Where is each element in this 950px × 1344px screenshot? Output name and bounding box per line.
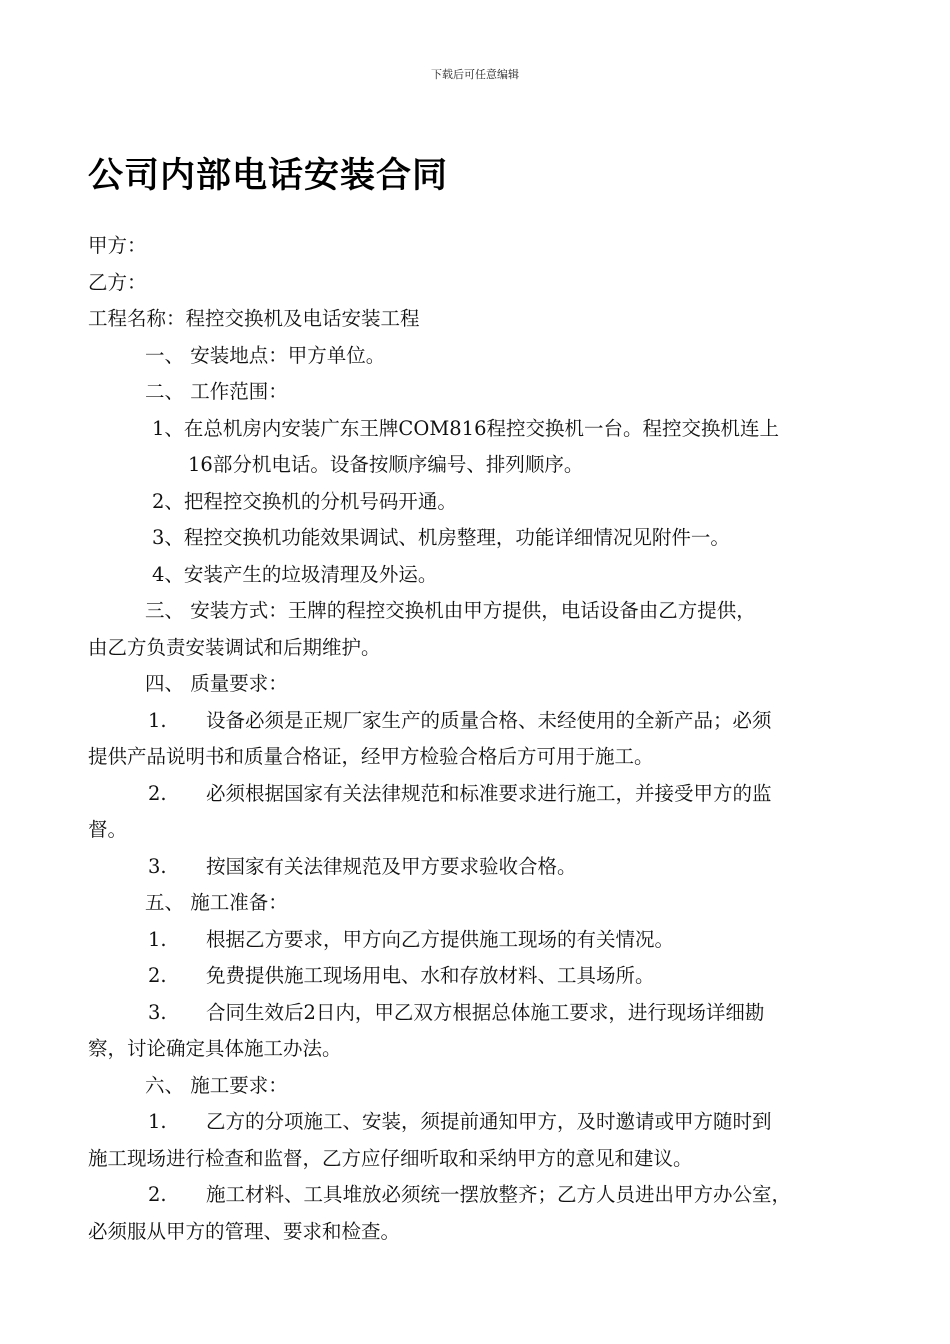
section-3-method: 三、 安装方式：王牌的程控交换机由甲方提供，电话设备由乙方提供，: [145, 599, 756, 622]
prep-item-1: [88, 922, 868, 959]
item-text: 施工材料、工具堆放必须统一摆放整齐；乙方人员进出甲方办公室，: [206, 1183, 792, 1206]
item-number: 1.: [148, 927, 167, 951]
scope-item-3: 3、程控交换机功能效果调试、机房整理，功能详细情况见附件一。: [152, 526, 730, 549]
party-a-line: 甲方：: [88, 234, 147, 257]
item-number: 2.: [148, 781, 167, 805]
quality-item-2: [88, 776, 868, 813]
header-note: 下载后可任意编辑: [431, 68, 519, 81]
scope-item-4: 4、安装产生的垃圾清理及外运。: [152, 562, 438, 586]
item-number: 3.: [148, 854, 167, 878]
section-5-heading: 五、 施工准备：: [145, 891, 288, 914]
section-3-method-cont: 由乙方负责安装调试和后期维护。: [88, 635, 381, 659]
item-number: 2.: [148, 1183, 167, 1206]
item-text: 乙方的分项施工、安装，须提前通知甲方，及时邀请或甲方随时到: [206, 1110, 772, 1133]
item-number: 1.: [148, 708, 167, 732]
prep-item-3-cont: 察，讨论确定具体施工办法。: [88, 1037, 342, 1060]
req-item-2-cont: 必须服从甲方的管理、要求和检查。: [88, 1219, 401, 1243]
scope-item-1: 1、在总机房内安装广东王牌COM816程控交换机一台。程控交换机连上: [152, 416, 779, 440]
prep-item-3: [88, 995, 868, 1032]
item-number: 3.: [148, 1000, 167, 1024]
item-text: 必须根据国家有关法律规范和标准要求进行施工，并接受甲方的监: [206, 781, 772, 805]
item-text: 根据乙方要求，甲方向乙方提供施工现场的有关情况。: [206, 927, 675, 951]
scope-item-2: 2、把程控交换机的分机号码开通。: [152, 489, 457, 513]
section-2-heading: 二、 工作范围：: [145, 380, 288, 403]
item-number: 1.: [148, 1110, 167, 1133]
section-6-heading: 六、 施工要求：: [145, 1073, 288, 1097]
section-1-location: 一、 安装地点：甲方单位。: [145, 343, 386, 367]
section-4-heading: 四、 质量要求：: [145, 672, 288, 695]
contract-body: [88, 228, 868, 1250]
req-item-1-cont: 施工现场进行检查和监督，乙方应仔细听取和采纳甲方的意见和建议。: [88, 1146, 693, 1170]
document-title: 公司内部电话安装合同: [88, 156, 449, 196]
req-item-1: [88, 1104, 868, 1141]
quality-item-1: [88, 703, 868, 740]
item-text: 设备必须是正规厂家生产的质量合格、未经使用的全新产品；必须: [206, 708, 772, 732]
project-name-line: 工程名称：程控交换机及电话安装工程: [88, 307, 420, 330]
quality-item-2-cont: 督。: [88, 818, 128, 841]
scope-item-1-cont: 16部分机电话。设备按顺序编号、排列顺序。: [188, 453, 584, 476]
prep-item-2: [88, 958, 868, 995]
item-number: 2.: [148, 964, 167, 987]
item-text: 免费提供施工现场用电、水和存放材料、工具场所。: [206, 964, 655, 987]
item-text: 按国家有关法律规范及甲方要求验收合格。: [206, 854, 577, 878]
item-text: 合同生效后2日内，甲乙双方根据总体施工要求，进行现场详细勘: [206, 1000, 765, 1024]
quality-item-1-cont: 提供产品说明书和质量合格证，经甲方检验合格后方可用于施工。: [88, 745, 654, 768]
party-b-line: 乙方：: [88, 270, 147, 294]
req-item-2: [88, 1177, 868, 1214]
quality-item-3: [88, 849, 868, 886]
